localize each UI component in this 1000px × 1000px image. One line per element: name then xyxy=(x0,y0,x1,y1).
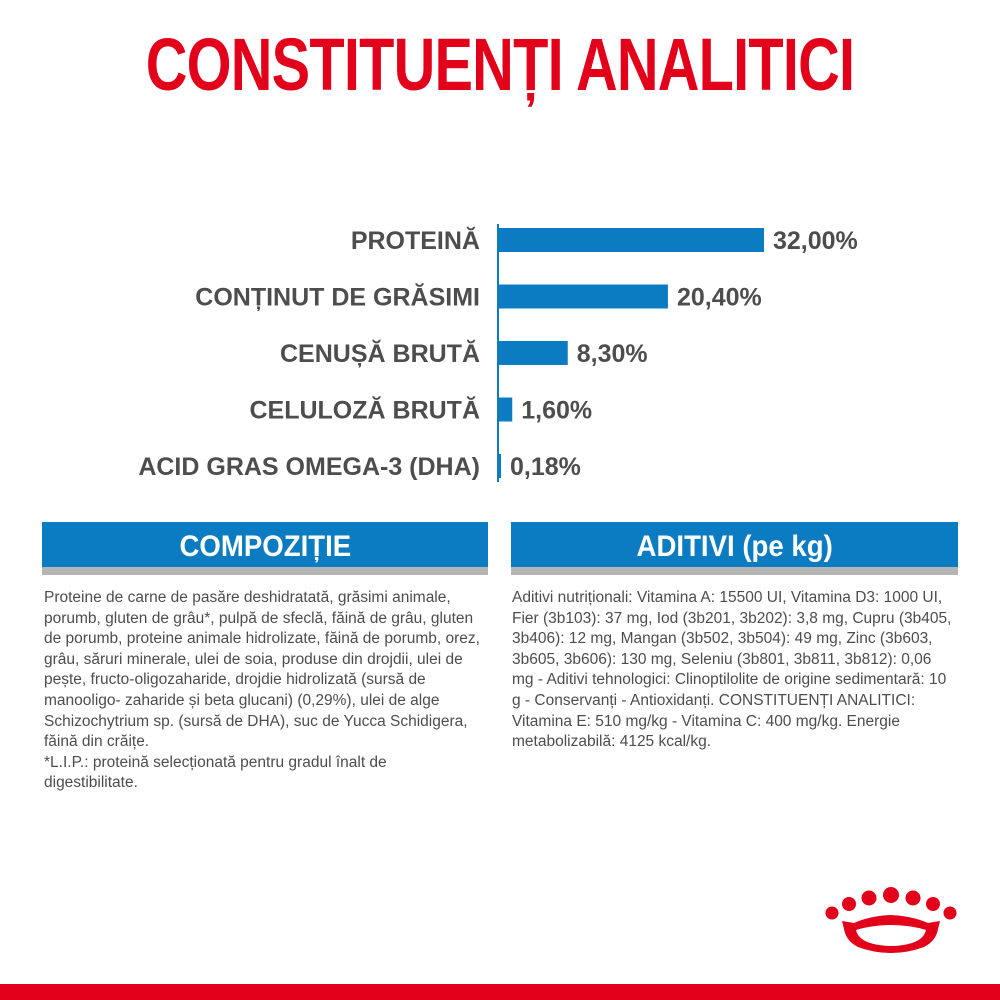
additives-text: Aditivi nutriționali: Vitamina A: 15500 UI, Vitamina D3: 1000 UI, Fier (3b103): 37 mg, Iod (3b201, 3b202): 3,8 mg, Cupru (3b405, 3b406): 12 mg, Mangan (3b502, 3b504): 49 mg, Zinc (3b603, 3b605, 3b606): 130 mg, Seleniu (3b801, 3b811, 3b812): 0,06 mg - Aditivi tehnologici: Clinoptilolite de origine sedimentară: 10 g - Conservanți - Antioxidanți. CONSTITUENȚI ANALITICI: Vitamina E: 510 mg/kg - Vitamina C: 400 mg/kg. Energie metabolizabilă: 4125 kcal/kg. xyxy=(512,589,952,751)
chart-category-label: CONȚINUT DE GRĂSIMI xyxy=(195,283,480,312)
chart-bar xyxy=(499,398,512,422)
nutrient-bar-chart xyxy=(0,200,1000,500)
composition-header-label: COMPOZIȚIE xyxy=(179,530,351,563)
additives-header-shadow xyxy=(511,567,958,575)
chart-value-label: 20,40% xyxy=(676,283,762,312)
chart-category-label: CELULOZĂ BRUTĂ xyxy=(249,396,480,425)
crown-icon xyxy=(818,885,963,965)
chart-bar xyxy=(499,228,764,252)
additives-header-label: ADITIVI (pe kg) xyxy=(636,530,833,563)
chart-value-label: 8,30% xyxy=(576,340,648,368)
composition-header-shadow xyxy=(42,567,488,575)
chart-bar xyxy=(499,341,568,365)
chart-value-label: 0,18% xyxy=(510,453,581,481)
bottom-accent-bar xyxy=(0,984,1000,1000)
chart-category-label: CENUȘĂ BRUTĂ xyxy=(280,340,480,368)
chart-category-label: PROTEINĂ xyxy=(350,227,480,255)
chart-bar xyxy=(499,454,501,478)
chart-value-label: 32,00% xyxy=(773,227,858,255)
page-title: CONSTITUENȚI ANALITICI xyxy=(145,23,855,106)
composition-header xyxy=(42,522,488,572)
chart-category-label: ACID GRAS OMEGA-3 (DHA) xyxy=(138,453,480,481)
composition-text: Proteine de carne de pasăre deshidratată, grăsimi animale, porumb, gluten de grâu*, pulpă de sfeclă, făină de grâu, gluten de porumb, proteine animale hidrolizate, făină de porumb, orez, grâu, săruri minerale, ulei de soia, produse din drojdii, ulei de pește, fructo-oligozaharide, drojdie hidrolizată (sursă de manooligo- zaharide și beta glucani) (0,29%), ulei de alge Schizochytrium sp. (sursă de DHA), suc de Yucca Schidigera, făină din crăițe. *L.I.P.: proteină selecționată pentru gradul înalt de digestibilitate. xyxy=(44,589,480,792)
additives-header xyxy=(511,522,958,572)
chart-bar xyxy=(499,285,668,309)
chart-value-label: 1,60% xyxy=(521,396,593,425)
